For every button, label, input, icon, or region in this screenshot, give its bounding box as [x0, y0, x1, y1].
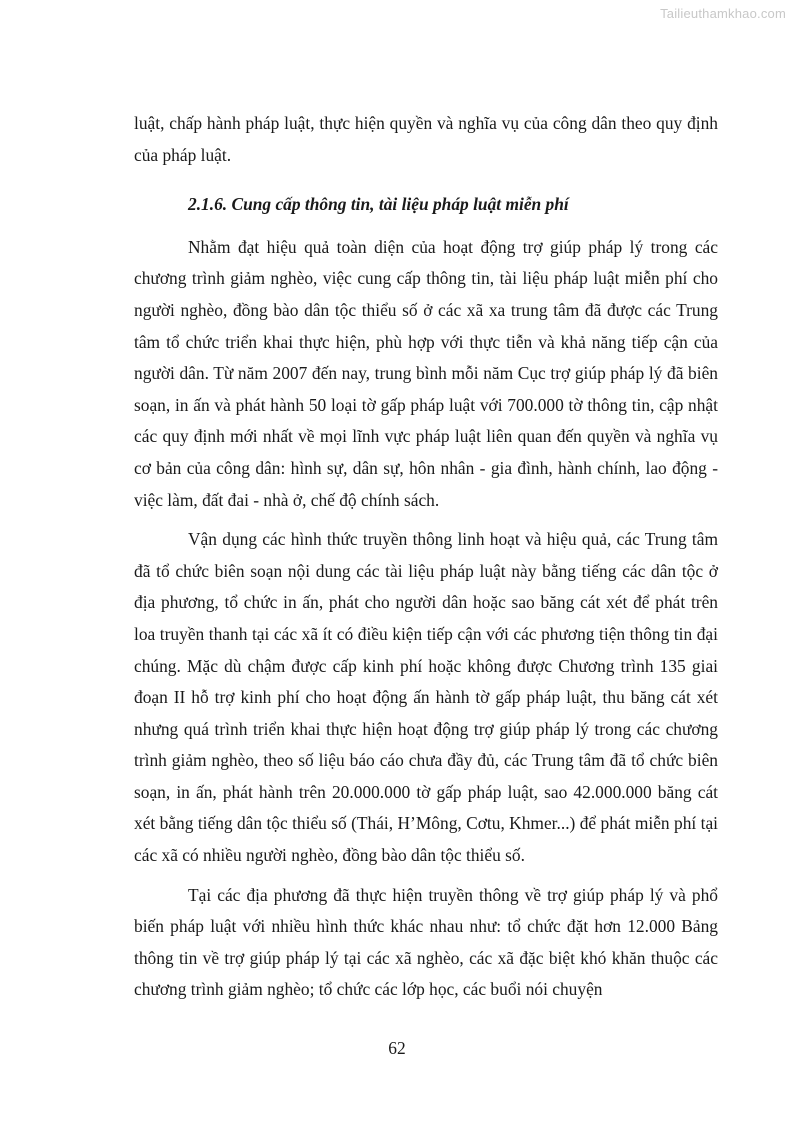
- document-body: [134, 108, 718, 1006]
- section-heading: 2.1.6. Cung cấp thông tin, tài liệu pháp luật miễn phí: [188, 194, 569, 215]
- paragraph-2: Vận dụng các hình thức truyền thông linh hoạt và hiệu quả, các Trung tâm đã tổ chức biên soạn nội dung các tài liệu pháp luật này bằng tiếng các dân tộc ở địa phương, tổ chức in ấn, phát cho người dân hoặc sao băng cát xét để phát trên loa truyền thanh tại các xã ít có điều kiện tiếp cận với các phương tiện thông tin đại chúng. Mặc dù chậm được cấp kinh phí hoặc không được Chương trình 135 giai đoạn II hỗ trợ kinh phí cho hoạt động ấn hành tờ gấp pháp luật, thu băng cát xét nhưng quá trình triển khai thực hiện hoạt động trợ giúp pháp lý trong các chương trình giảm nghèo, theo số liệu báo cáo chưa đầy đủ, các Trung tâm đã tổ chức biên soạn, in ấn, phát hành trên 20.000.000 tờ gấp pháp luật, sao 42.000.000 băng cát xét bằng tiếng dân tộc thiểu số (Thái, H’Mông, Cơtu, Khmer...) để phát miễn phí tại các xã có nhiều người nghèo, đồng bào dân tộc thiểu số.: [134, 529, 718, 866]
- paragraph-continuation: luật, chấp hành pháp luật, thực hiện quyền và nghĩa vụ của công dân theo quy định của pháp luật.: [134, 113, 718, 165]
- paragraph-1: Nhằm đạt hiệu quả toàn diện của hoạt động trợ giúp pháp lý trong các chương trình giảm nghèo, việc cung cấp thông tin, tài liệu pháp luật miễn phí cho người nghèo, đồng bào dân tộc thiểu số ở các xã xa trung tâm đã được các Trung tâm tổ chức triển khai thực hiện, phù hợp với thực tiễn và khả năng tiếp cận của người dân. Từ năm 2007 đến nay, trung bình mỗi năm Cục trợ giúp pháp lý đã biên soạn, in ấn và phát hành 50 loại tờ gấp pháp luật với 700.000 tờ thông tin, cập nhật các quy định mới nhất về mọi lĩnh vực pháp luật liên quan đến quyền và nghĩa vụ cơ bản của công dân: hình sự, dân sự, hôn nhân - gia đình, hành chính, lao động - việc làm, đất đai - nhà ở, chế độ chính sách.: [134, 236, 718, 510]
- paragraph-3: Tại các địa phương đã thực hiện truyền thông về trợ giúp pháp lý và phổ biến pháp luật với nhiều hình thức khác nhau như: tổ chức đặt hơn 12.000 Bảng thông tin về trợ giúp pháp lý tại các xã nghèo, các xã đặc biệt khó khăn thuộc các chương trình giảm nghèo; tổ chức các lớp học, các buổi nói chuyện: [134, 884, 718, 1000]
- watermark-text: Tailieuthamkhao.com: [660, 6, 786, 21]
- page-number: 62: [388, 1038, 406, 1058]
